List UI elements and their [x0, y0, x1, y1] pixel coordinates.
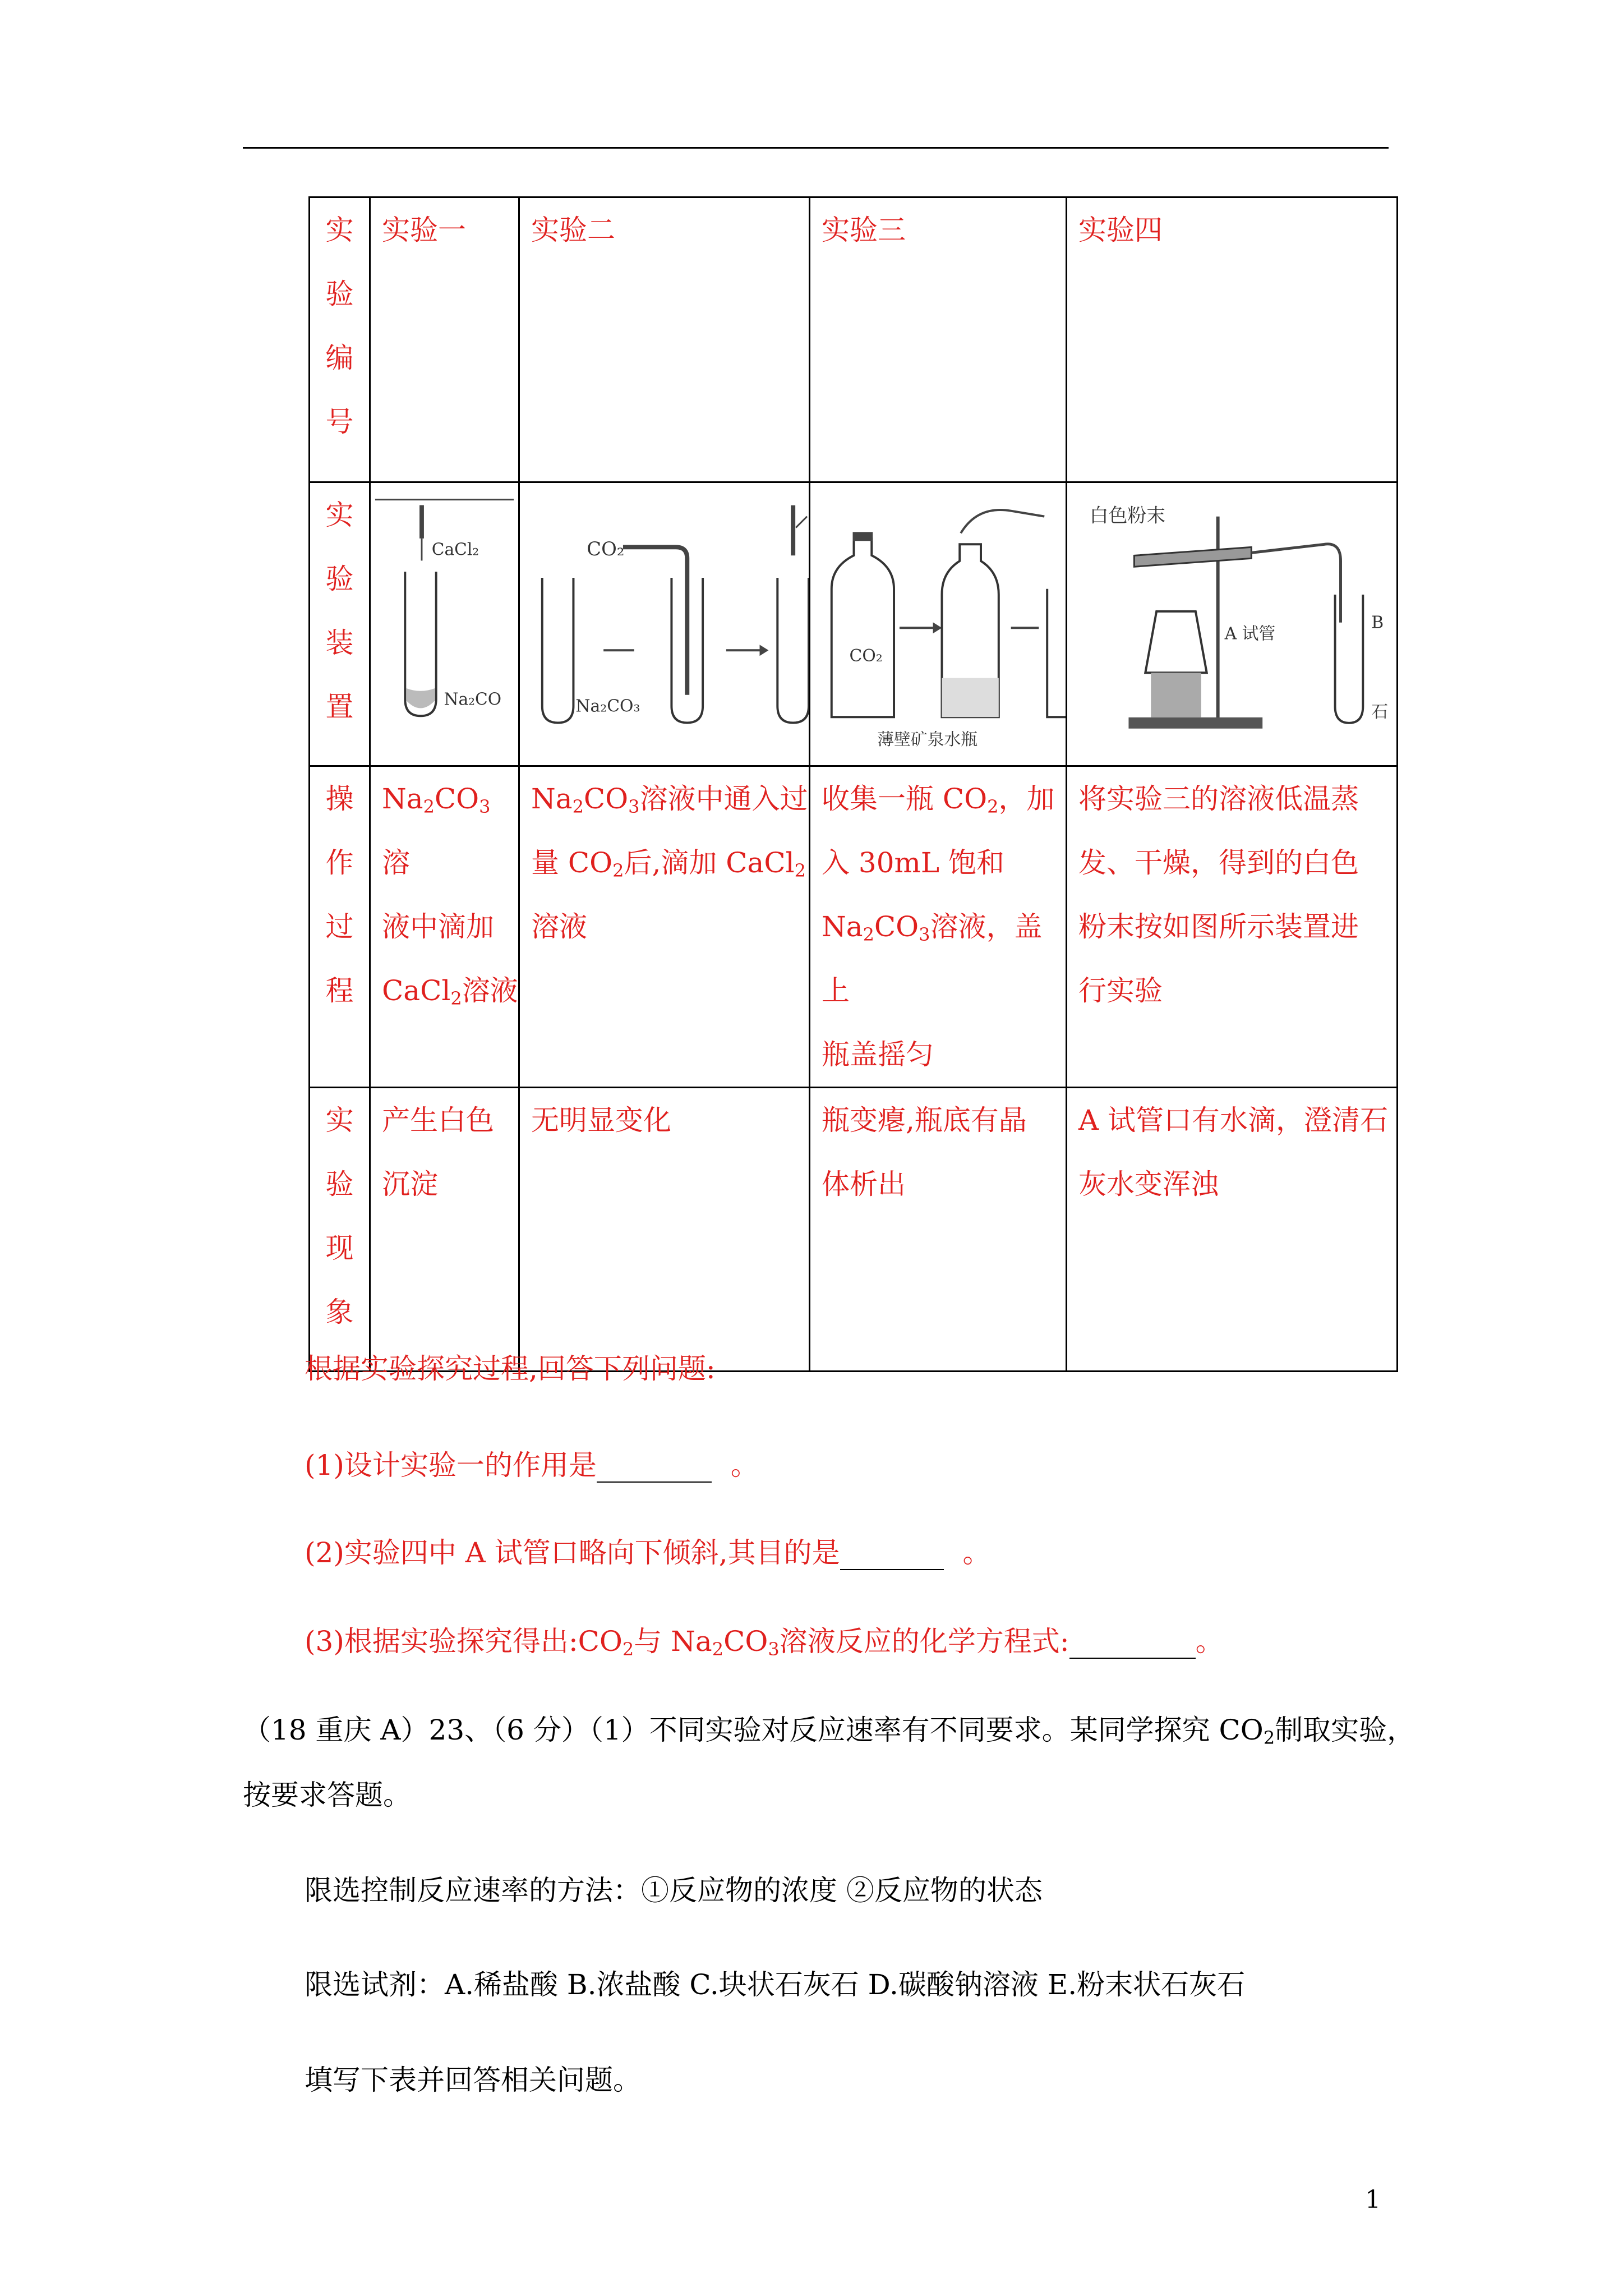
dropper-icon	[419, 505, 424, 539]
svg-text:A 试管: A 试管	[1224, 624, 1276, 644]
row-label-char: 实	[325, 214, 354, 246]
row-experiment-number	[310, 197, 1398, 482]
problem-23-line1: （18 重庆 A）23、（6 分）（1）不同实验对反应速率有不同要求。某同学探究 $CO_2$制取实验，	[243, 1714, 1415, 1749]
row-apparatus	[310, 482, 1398, 766]
header-rule	[243, 147, 1389, 149]
apparatus-exp1	[370, 482, 519, 766]
header-exp2: 实验二	[519, 197, 810, 482]
svg-text:石: 石	[1371, 702, 1389, 722]
problem-23-methods: 限选控制反应速率的方法：①反应物的浓度 ②反应物的状态	[305, 1874, 1043, 1907]
phenomenon-exp4: A 试管口有水滴，澄清石 灰水变浑浊	[1067, 1088, 1398, 1372]
row-label-char: 置	[325, 691, 354, 723]
header-exp1: 实验一	[370, 197, 519, 482]
question-3: (3)根据实验探究得出$:CO_2$与 $Na_2CO_3$溶液反应的化学方程式: 。	[305, 1625, 1224, 1660]
svg-text:Na₂CO₃: Na₂CO₃	[575, 696, 640, 716]
operation-exp2: $Na_2CO_3$溶液中通入过 量 $CO_2$后,滴加 CaCl$_2$ 溶液	[519, 766, 810, 1088]
row-label-char: 作	[325, 846, 354, 879]
row-operation	[310, 766, 1398, 1088]
row-label-char: 象	[325, 1296, 354, 1328]
row-label-text	[310, 767, 369, 1023]
apparatus-exp2	[519, 482, 810, 766]
row-label-char: 操	[325, 783, 354, 815]
lamp-icon	[1145, 611, 1206, 673]
row-label-char: 验	[325, 563, 354, 595]
svg-text:白色粉末: 白色粉末	[1089, 504, 1166, 527]
problem-23-reagents: 限选试剂：A.稀盐酸 B.浓盐酸 C.块状石灰石 D.碳酸钠溶液 E.粉末状石灰石	[305, 1968, 1246, 2001]
hand-icon	[961, 510, 1044, 533]
row-phenomenon	[310, 1088, 1398, 1372]
svg-text:Na₂CO: Na₂CO	[444, 689, 502, 709]
row-label-char: 装	[325, 627, 354, 659]
bottle-icon	[832, 539, 894, 717]
gas-tube-icon	[623, 547, 687, 694]
test-tube-icon	[1134, 547, 1251, 567]
row-label-char: 验	[325, 1168, 354, 1200]
operation-exp1: $Na_2CO_3$溶 液中滴加 CaCl$_2$溶液	[370, 766, 519, 1088]
experiment-table	[308, 196, 1398, 1372]
svg-text:B: B	[1371, 613, 1384, 633]
operation-exp3: 收集一瓶 $CO_2$，加 入 30mL 饱和 $Na_2CO_3$溶液，盖上 瓶盖摇匀	[810, 766, 1067, 1088]
row-label-char: 程	[325, 974, 354, 1007]
problem-23-line2: 按要求答题。	[243, 1779, 411, 1811]
phenomenon-exp1: 产生白色 沉淀	[370, 1088, 519, 1372]
row-label-text	[310, 483, 369, 739]
row-label-char: 实	[325, 1104, 354, 1137]
row-label-char: 过	[325, 910, 354, 943]
apparatus-exp1-figure	[371, 483, 518, 760]
answer-blank-1[interactable]	[597, 1449, 712, 1483]
answer-blank-3[interactable]	[1069, 1625, 1196, 1659]
answer-blank-2[interactable]	[840, 1536, 944, 1570]
page-number: 1	[1365, 2185, 1381, 2214]
row-label-char: 现	[325, 1232, 354, 1264]
problem-23-instruction: 填写下表并回答相关问题。	[305, 2064, 641, 2096]
apparatus-exp4	[1067, 482, 1398, 766]
row-label-text	[310, 198, 369, 454]
dropper-icon	[791, 505, 795, 555]
row-label-experiment-number	[310, 197, 370, 482]
row-label-char: 实	[325, 499, 354, 531]
row-label-text	[310, 1088, 369, 1344]
phenomenon-exp3: 瓶变瘪,瓶底有晶 体析出	[810, 1088, 1067, 1372]
row-label-operation	[310, 766, 370, 1088]
questions-intro: 根据实验探究过程,回答下列问题:	[305, 1352, 716, 1385]
svg-text:CaCl₂: CaCl₂	[431, 539, 479, 559]
test-tube-icon	[542, 578, 574, 723]
question-2: (2)实验四中 A 试管口略向下倾斜,其目的是 。	[305, 1536, 991, 1569]
svg-text:CO₂: CO₂	[587, 538, 625, 560]
phenomenon-exp2: 无明显变化	[519, 1088, 810, 1372]
svg-text:薄壁矿泉水瓶: 薄壁矿泉水瓶	[877, 729, 978, 749]
question-1: (1)设计实验一的作用是 。	[305, 1449, 759, 1481]
row-label-char: 编	[325, 342, 354, 374]
operation-exp4: 将实验三的溶液低温蒸 发、干燥，得到的白色 粉末按如图所示装置进 行实验	[1067, 766, 1398, 1088]
svg-text:CO₂: CO₂	[849, 646, 883, 666]
apparatus-exp4-figure	[1067, 483, 1396, 762]
row-label-char: 号	[325, 406, 354, 438]
header-exp3: 实验三	[810, 197, 1067, 482]
apparatus-exp3-figure	[810, 483, 1066, 762]
row-label-apparatus	[310, 482, 370, 766]
apparatus-exp3	[810, 482, 1067, 766]
header-exp4: 实验四	[1067, 197, 1398, 482]
row-label-char: 验	[325, 278, 354, 310]
row-label-phenomenon	[310, 1088, 370, 1372]
apparatus-exp2-figure	[520, 483, 809, 762]
